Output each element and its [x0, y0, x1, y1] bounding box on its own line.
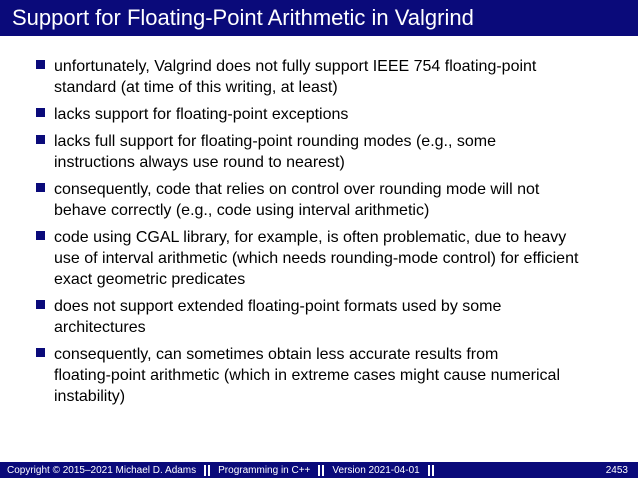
page-number: 2453: [605, 464, 628, 476]
bullet-item-6: [34, 296, 624, 338]
footer-bar: [0, 462, 638, 478]
bullet-line: unfortunately, Valgrind does not fully support IEEE 754 floating-point: [54, 58, 537, 75]
bullet-line: instability): [54, 388, 126, 405]
footer-course: Programming in C++: [218, 464, 311, 476]
bullet-item-4: [34, 179, 624, 221]
bullet-line: code using CGAL library, for example, is often problematic, due to heavy: [54, 229, 567, 246]
bullet-list: [34, 56, 624, 413]
bullet-line: architectures: [54, 319, 146, 336]
bullet-line: consequently, can sometimes obtain less accurate results from: [54, 346, 499, 363]
square-bullet-icon: [36, 183, 45, 192]
square-bullet-icon: [36, 108, 45, 117]
square-bullet-icon: [36, 231, 45, 240]
bullet-line: standard (at time of this writing, at least): [54, 79, 338, 96]
bullet-line: lacks full support for floating-point rounding modes (e.g., some: [54, 133, 497, 150]
footer-version: Version 2021-04-01: [332, 464, 420, 476]
footer-separator: [428, 465, 434, 476]
bullet-line: behave correctly (e.g., code using interval arithmetic): [54, 202, 430, 219]
bullet-item-7: [34, 344, 624, 407]
bullet-item-3: [34, 131, 624, 173]
footer-separator: [204, 465, 210, 476]
bullet-item-1: [34, 56, 624, 98]
bullet-item-5: [34, 227, 624, 290]
bullet-line: lacks support for floating-point exceptions: [54, 106, 349, 123]
bullet-item-2: [34, 104, 624, 125]
bullet-line: use of interval arithmetic (which needs rounding-mode control) for efficient: [54, 250, 579, 267]
square-bullet-icon: [36, 60, 45, 69]
bullet-line: exact geometric predicates: [54, 271, 246, 288]
square-bullet-icon: [36, 348, 45, 357]
bullet-line: consequently, code that relies on control over rounding mode will not: [54, 181, 540, 198]
bullet-line: floating-point arithmetic (which in extreme cases might cause numerical: [54, 367, 560, 384]
title-bar: [0, 0, 638, 36]
slide-title: Support for Floating-Point Arithmetic in Valgrind: [12, 5, 474, 30]
square-bullet-icon: [36, 135, 45, 144]
footer-separator: [318, 465, 324, 476]
square-bullet-icon: [36, 300, 45, 309]
footer-copyright: Copyright © 2015–2021 Michael D. Adams: [7, 464, 197, 476]
bullet-line: does not support extended floating-point formats used by some: [54, 298, 502, 315]
bullet-line: instructions always use round to nearest): [54, 154, 345, 171]
